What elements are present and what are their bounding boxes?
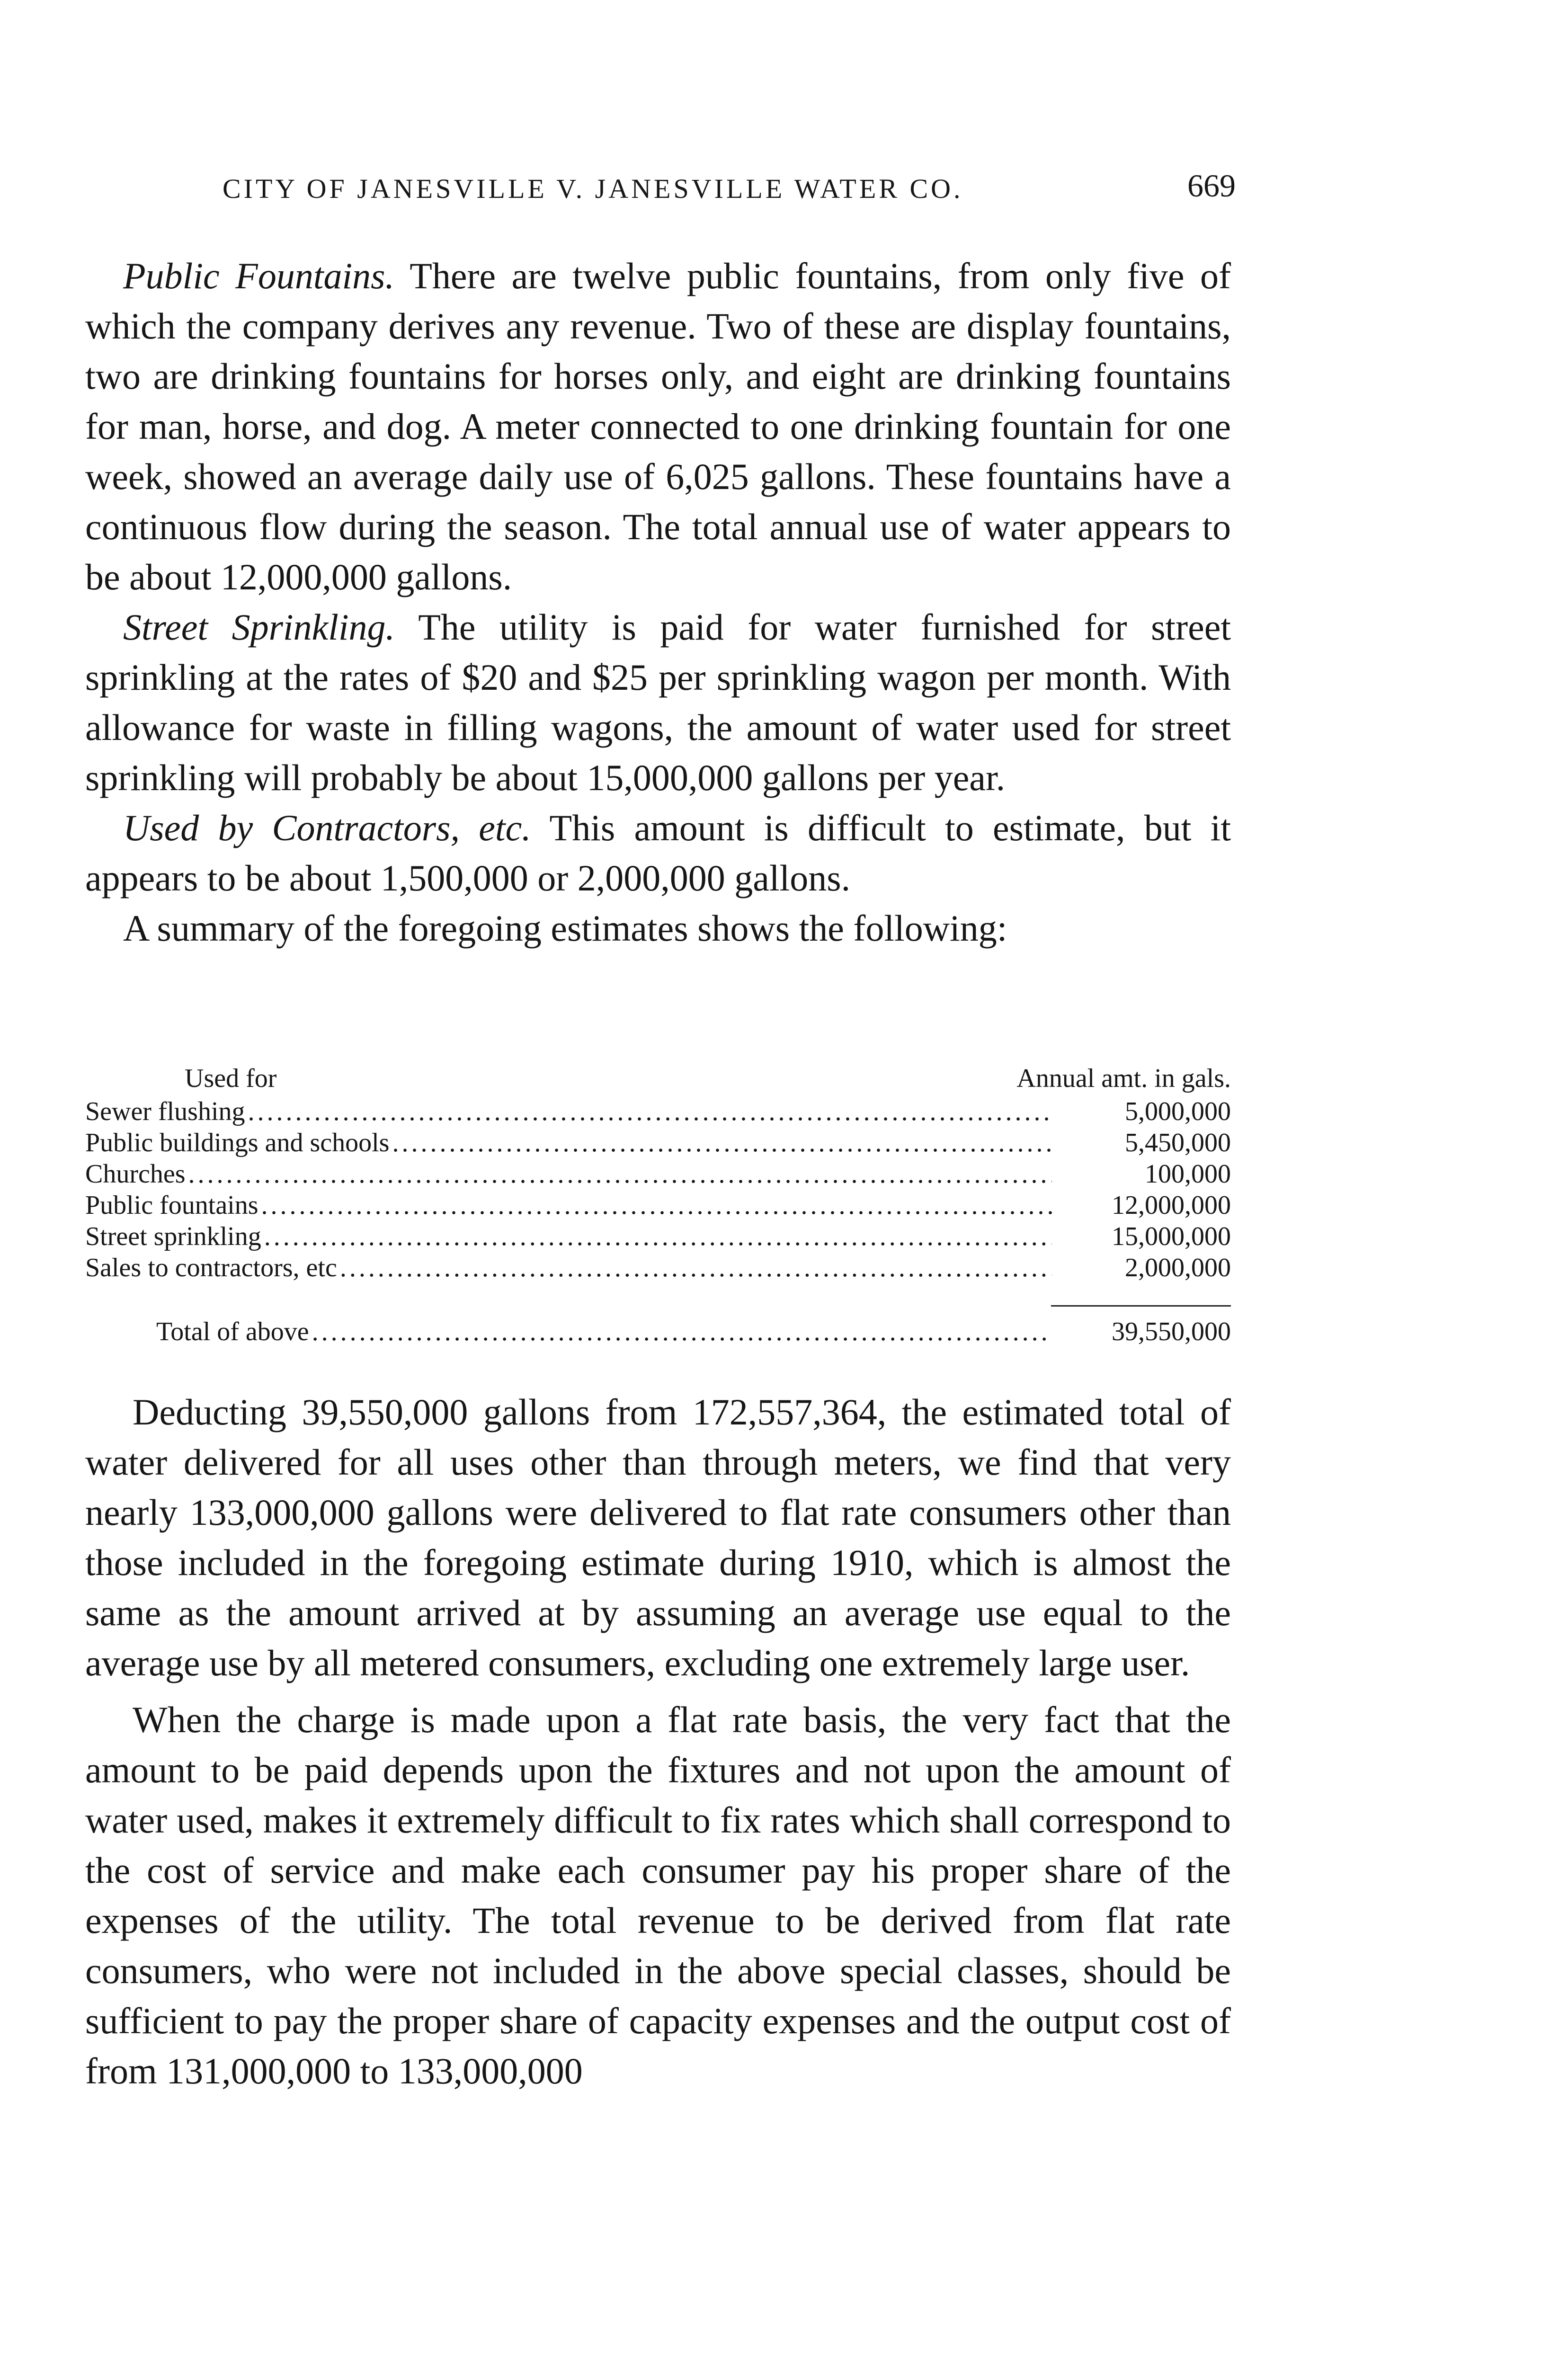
text-public-fountains: There are twelve public fountains, from only five of which the company derives any revenue. Two of these are display fountains, two are drinking fountains for horses only, and eight are drinking fountains for man, horse, and dog. A meter connected to one drinking fountain for one week, showed an average daily use of 6,025 gallons. These fountains have a continuous flow during the season. The total annual use of water appears to be about 12,000,000 gallons.	[85, 255, 1231, 597]
row-amount: 100,000	[1145, 1159, 1231, 1189]
row-amount: 5,000,000	[1125, 1097, 1231, 1126]
table-row	[85, 1190, 1231, 1221]
total-rule	[1051, 1305, 1231, 1307]
dot-leader	[312, 1316, 1052, 1347]
row-amount: 12,000,000	[1112, 1191, 1231, 1220]
row-amount: 15,000,000	[1112, 1222, 1231, 1251]
row-amount: 2,000,000	[1125, 1253, 1231, 1282]
row-label: Street sprinkling	[85, 1222, 261, 1251]
table-row	[85, 1127, 1231, 1158]
row-label: Sewer flushing	[85, 1097, 245, 1126]
lead-contractors: Used by Contractors, etc.	[123, 807, 531, 848]
paragraph-contractors	[85, 803, 1231, 903]
column-header-used-for: Used for	[185, 1064, 277, 1093]
paragraph-deducting: Deducting 39,550,000 gallons from 172,557,364, the estimated total of water delivered for all uses other than through meters, we find that very nearly 133,000,000 gallons were delivered to flat rate consumers other than those included in the foregoing estimate during 1910, which is almost the same as the amount arrived at by assuming an average use equal to the average use by all metered consumers, excluding one extremely large user.	[85, 1391, 1231, 1683]
table-row	[85, 1158, 1231, 1190]
paragraph-street-sprinkling	[85, 602, 1231, 803]
dot-leader	[340, 1252, 1052, 1283]
table-row	[85, 1252, 1231, 1283]
running-head: CITY OF JANESVILLE V. JANESVILLE WATER CO.	[223, 173, 963, 204]
page-header	[85, 163, 1236, 220]
page-number: 669	[1187, 168, 1236, 204]
row-label: Public fountains	[85, 1191, 258, 1220]
total-label: Total of above	[156, 1317, 309, 1346]
paragraph-flat-rate: When the charge is made upon a flat rate basis, the very fact that the amount to be paid depends upon the fixtures and not upon the amount of water used, makes it extremely difficult to fix rates which shall correspond to the cost of service and make each consumer pay his proper share of the expenses of the utility. The total revenue to be derived from flat rate consumers, who were not included in the above special classes, should be sufficient to pay the proper share of capacity expenses and the output cost of from 131,000,000 to 133,000,000	[85, 1699, 1231, 2091]
dot-leader	[248, 1096, 1052, 1127]
total-row	[85, 1316, 1231, 1347]
paragraph-public-fountains	[85, 251, 1231, 602]
table-header	[85, 1063, 1231, 1096]
text-contractors: This amount is difficult to estimate, but it appears to be about 1,500,000 or 2,000,000 gallons.	[85, 807, 1231, 899]
lead-street-sprinkling: Street Sprinkling.	[123, 606, 395, 648]
row-label: Sales to contractors, etc	[85, 1253, 337, 1282]
dot-leader	[392, 1127, 1052, 1158]
dot-leader	[188, 1158, 1052, 1190]
body-text-lower	[85, 1387, 1231, 2096]
row-amount: 5,450,000	[1125, 1128, 1231, 1157]
total-amount: 39,550,000	[1112, 1317, 1231, 1346]
row-label: Public buildings and schools	[85, 1128, 390, 1157]
text-street-sprinkling: The utility is paid for water furnished for street sprinkling at the rates of $20 and $25 per sprinkling wagon per month. With allowance for waste in filling wagons, the amount of water used for street sprinkling will probably be about 15,000,000 gallons per year.	[85, 606, 1231, 798]
dot-leader	[261, 1190, 1052, 1221]
lead-public-fountains: Public Fountains.	[123, 255, 395, 296]
dot-leader	[264, 1221, 1052, 1252]
table-row	[85, 1221, 1231, 1252]
row-label: Churches	[85, 1159, 186, 1189]
column-header-amount: Annual amt. in gals.	[1016, 1064, 1231, 1093]
body-text-upper	[85, 251, 1231, 953]
table-row	[85, 1096, 1231, 1127]
paragraph-summary-intro: A summary of the foregoing estimates shows the following:	[123, 908, 1007, 949]
summary-table	[85, 1063, 1231, 1347]
